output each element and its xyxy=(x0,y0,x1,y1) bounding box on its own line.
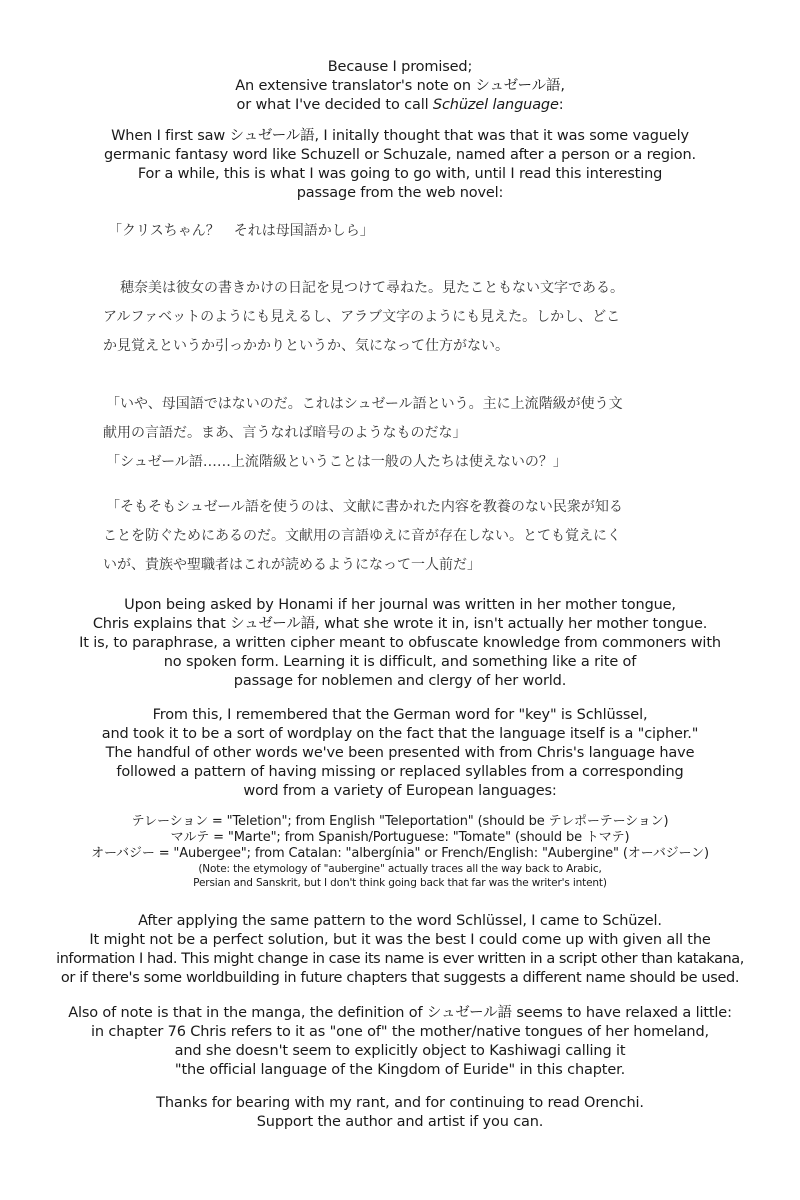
explanation-paragraph xyxy=(0,596,800,691)
paragraph-line: and took it to be a sort of wordplay on the fact that the language itself is a "cipher." xyxy=(101,726,699,742)
intro-line: or what I've decided to call Schüzel language: xyxy=(236,97,564,113)
excerpt-line: 「そもそもシュゼール語を使うのは、文献に書かれた内容を教養のない民衆が知る xyxy=(106,499,623,515)
excerpt-line: 穂奈美は彼女の書きかけの日記を見つけて尋ねた。見たこともない文字である。 xyxy=(120,280,624,296)
paragraph-line: It is, to paraphrase, a written cipher meant to obfuscate knowledge from commoners with xyxy=(79,635,721,651)
paragraph-line: in chapter 76 Chris refers to it as "one of" the mother/native tongues of her homeland, xyxy=(91,1024,709,1040)
paragraph-line: When I first saw シュゼール語, I initally thought that was that it was some vaguely xyxy=(111,128,689,144)
paragraph-line: For a while, this is what I was going to go with, until I read this interesting xyxy=(137,166,663,182)
excerpt-line: 「クリスちゃん？ それは母国語かしら」 xyxy=(108,223,374,239)
paragraph-line: "the official language of the Kingdom of Euride" in this chapter. xyxy=(174,1062,626,1078)
paragraph-line: or if there's some worldbuilding in future chapters that suggests a different name should be used. xyxy=(60,970,740,986)
intro-line: An extensive translator's note on シュゼール語, xyxy=(235,78,565,94)
etymology-note: Persian and Sanskrit, but I don't think going back that far was the writer's intent) xyxy=(193,877,607,889)
excerpt-line: か見覚えというか引っかかりというか、気になって仕方がない。 xyxy=(103,338,509,354)
paragraph-line: and she doesn't seem to explicitly object to Kashiwagi calling it xyxy=(174,1043,626,1059)
example-item: マルテ = "Marte"; from Spanish/Portuguese: "Tomate" (should be トマテ) xyxy=(170,830,630,845)
first-impression-paragraph xyxy=(0,127,800,203)
excerpt-line: アルファベットのようにも見えるし、アラブ文字のようにも見えた。しかし、どこ xyxy=(103,309,621,325)
paragraph-line: passage from the web novel: xyxy=(296,185,504,201)
conclusion-paragraph xyxy=(0,912,800,988)
paragraph-line: passage for noblemen and clergy of her world. xyxy=(233,673,567,689)
excerpt-line: 献用の言語だ。まあ、言うなれば暗号のようなものだな」 xyxy=(103,425,467,441)
word-examples-list xyxy=(0,814,800,890)
wordplay-paragraph xyxy=(0,706,800,801)
etymology-note: (Note: the etymology of "aubergine" actually traces all the way back to Arabic, xyxy=(198,863,602,875)
example-item: テレーション = "Teletion"; from English "Teleportation" (should be テレポーテーション) xyxy=(131,814,669,829)
paragraph-line: information I had. This might change in case its name is ever written in a script other than katakana, xyxy=(56,951,744,967)
excerpt-line: いが、貴族や聖職者はこれが読めるようになって一人前だ」 xyxy=(103,557,481,573)
paragraph-line: Support the author and artist if you can. xyxy=(256,1114,544,1130)
paragraph-line: followed a pattern of having missing or replaced syllables from a corresponding xyxy=(116,764,684,780)
paragraph-line: germanic fantasy word like Schuzell or Schuzale, named after a person or a region. xyxy=(103,147,697,163)
paragraph-line: After applying the same pattern to the word Schlüssel, I came to Schüzel. xyxy=(138,913,662,929)
excerpt-line: 「いや、母国語ではないのだ。これはシュゼール語という。主に上流階級が使う文 xyxy=(106,396,623,412)
paragraph-line: no spoken form. Learning it is difficult, and something like a rite of xyxy=(163,654,637,670)
paragraph-line: Upon being asked by Honami if her journal was written in her mother tongue, xyxy=(124,597,676,613)
closing-paragraph xyxy=(0,1094,800,1132)
manga-note-paragraph xyxy=(0,1004,800,1080)
paragraph-line: The handful of other words we've been presented with from Chris's language have xyxy=(105,745,695,761)
paragraph-line: Chris explains that シュゼール語, what she wrote it in, isn't actually her mother tongue. xyxy=(92,616,708,632)
paragraph-line: Thanks for bearing with my rant, and for continuing to read Orenchi. xyxy=(156,1095,644,1111)
paragraph-line: From this, I remembered that the German word for "key" is Schlüssel, xyxy=(152,707,648,723)
schuzel-language-term: Schüzel language xyxy=(432,97,559,113)
paragraph-line: It might not be a perfect solution, but it was the best I could come up with given all the xyxy=(89,932,711,948)
intro-heading xyxy=(0,58,800,115)
example-item: オーバジー = "Aubergee"; from Catalan: "albergínia" or French/English: "Aubergine" (オーバジーン) xyxy=(91,846,709,861)
intro-line: Because I promised; xyxy=(327,59,473,75)
excerpt-line: ことを防ぐためにあるのだ。文献用の言語ゆえに音が存在しない。とても覚えにく xyxy=(103,528,621,544)
paragraph-line: Also of note is that in the manga, the definition of シュゼール語 seems to have relaxed a little: xyxy=(68,1005,732,1021)
paragraph-line: word from a variety of European languages: xyxy=(243,783,557,799)
excerpt-line: 「シュゼール語……上流階級ということは一般の人たちは使えないの？」 xyxy=(106,454,567,470)
